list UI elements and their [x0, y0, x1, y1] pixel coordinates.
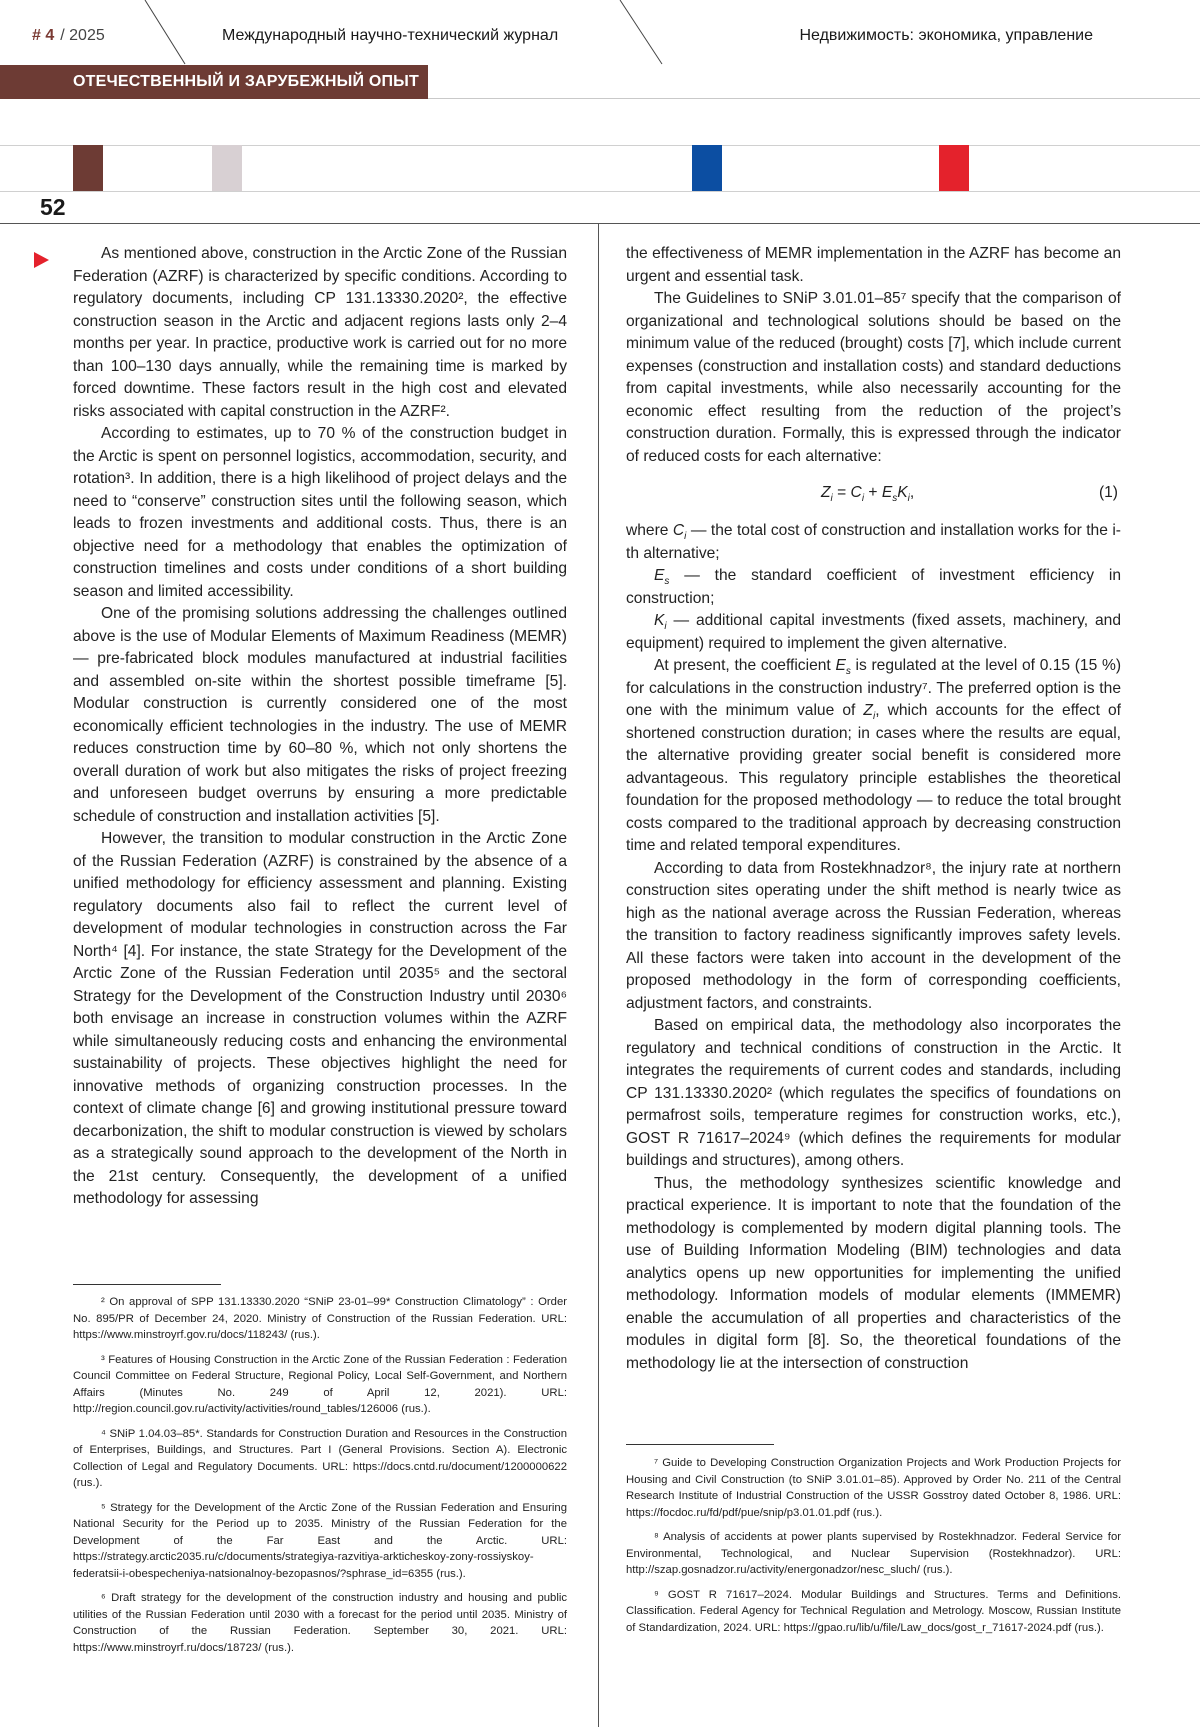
- paragraph: Based on empirical data, the methodology also incorporates the regulatory and technical conditions of construction in the Arctic. It integrates the requirements of current codes and standards, including CP 131.13330.2020² (which regulates the specifics of foundations on permafrost soils, temperature regimes for construction works, etc.), GOST R 71617–2024⁹ (which defines the requirements for modular buildings and structures), among others.: [626, 1017, 1121, 1169]
- paragraph: However, the transition to modular construction in the Arctic Zone of the Russian Federation (AZRF) is constrained by the absence of a unified methodology for efficiency assessment and planning. Existing regulatory documents also fail to reflect the current level of development of modular technologies in construction across the Far North⁴ [4]. For instance, the state Strategy for the Development of the Arctic Zone of the Russian Federation until 2035⁵ and the sectoral Strategy for the Development of the Construction Industry until 2030⁶ both envisage an increase in construction volumes within the AZRF while simultaneously reducing costs and enhancing the environmental sustainability of projects. These objectives highlight the need for innovative methods of organizing construction processes. In the context of climate change [6] and growing institutional pressure toward decarbonization, the shift to modular construction is viewed by scholars as a strategically sound approach to the development of the North in the 21st century. Consequently, the development of a unified methodology for assessing: [73, 830, 567, 1207]
- formula-number: (1): [1098, 484, 1118, 501]
- journal-subject: Недвижимость: экономика, управление: [799, 27, 1093, 44]
- issue-number: # 4 / 2025: [32, 27, 105, 44]
- page-number: 52: [40, 194, 66, 220]
- paragraph-where-c: where $C_i$ — the total cost of construction and installation works for the i-th alternative;: [626, 522, 1121, 562]
- formula-1: [626, 474, 1121, 514]
- paragraph: As mentioned above, construction in the Arctic Zone of the Russian Federation (AZRF) is characterized by specific conditions. According to regulatory documents, including CP 131.13330.2020², the effective construction season in the Arctic and adjacent regions lasts only 2–4 months per year. In practice, productive work is carried out for no more than 100–130 days annually, while the remaining time is marked by forced downtime. These factors result in the high cost and elevated risks associated with capital construction in the AZRF².: [73, 245, 567, 420]
- right-column: [626, 243, 1121, 1375]
- color-band-top-rule: [0, 145, 1200, 146]
- red-triangle-marker-icon: [34, 252, 49, 268]
- journal-title: Международный научно-технический журнал: [222, 27, 559, 44]
- footnote-rule-right: [626, 1444, 774, 1445]
- footnote: ³ Features of Housing Construction in the Arctic Zone of the Russian Federation : Federation Council Committee on Federal Structure, Regional Policy, Local Self-Government, and Northern Affairs (Minutes No. 249 of April 12, 2021). URL: http://region.council.gov.ru/activity/activities/round_tables/126006 (rus.).: [73, 1353, 567, 1415]
- page-rule: [0, 223, 1200, 224]
- brown-swatch: [73, 145, 103, 191]
- footnote: ⁹ GOST R 71617–2024. Modular Buildings and Structures. Terms and Definitions. Classification. Federal Agency for Technical Regulation and Metrology. Moscow, Russian Institute of Standardization, 2024. URL: https://gpao.ru/lib/u/file/Law_docs/gost_r_71617-2024.pdf (rus.).: [626, 1588, 1121, 1634]
- paragraph-where-k: $K_i$ — additional capital investments (fixed assets, machinery, and equipment) required to implement the given alternative.: [626, 612, 1121, 652]
- paragraph-where-e: $E_s$ — the standard coefficient of investment efficiency in construction;: [626, 567, 1121, 607]
- left-column: [73, 243, 567, 1211]
- blue-swatch: [692, 145, 722, 191]
- footnote: ⁵ Strategy for the Development of the Arctic Zone of the Russian Federation and Ensuring National Security for the Period up to 2035. Ministry of the Russian Federation for the Development of the Far East and the Arctic. URL: https://strategy.arctic2035.ru/c/documents/strategiya-razvitiya-arkticheskoy-zony-rossiyskoy-federatsii-i-obespecheniya-natsionalnoy-bezopasnos/?sphrase_id=6355 (rus.).: [73, 1501, 567, 1580]
- footnotes-left: [73, 1294, 567, 1664]
- grey-swatch: [212, 145, 242, 191]
- paragraph: According to estimates, up to 70 % of the construction budget in the Arctic is spent on personnel logistics, accommodation, security, and rotation³. In addition, there is a high likelihood of project delays and the need to “conserve” construction sites until the following season, which leads to frozen investments and additional costs. Thus, there is an objective need for a methodology that enables the optimization of construction timelines and costs under conditions of a short building season and limited accessibility.: [73, 425, 567, 600]
- section-title-bar: ОТЕЧЕСТВЕННЫЙ И ЗАРУБЕЖНЫЙ ОПЫТ: [0, 65, 428, 99]
- paragraph: Thus, the methodology synthesizes scientific knowledge and practical experience. It is important to note that the foundation of the methodology is complemented by modern digital planning tools. The use of Building Information Modeling (BIM) technologies and data analytics opens up new opportunities for implementing the unified methodology. Information models of modular elements (IMMEMR) enable the accumulation of all properties and characteristics of the modules in digital form [8]. So, the theoretical foundations of the methodology lie at the intersection of construction: [626, 1174, 1121, 1372]
- issue-year: / 2025: [60, 27, 105, 44]
- footnote-rule-left: [73, 1284, 221, 1285]
- section-rule: [428, 98, 1200, 99]
- paragraph: One of the promising solutions addressing the challenges outlined above is the use of Modular Elements of Maximum Readiness (MEMR) — pre-fabricated block modules manufactured at industrial facilities and assembled on-site within the shortest possible timeframe [5]. Modular construction is currently considered one of the most economically efficient technologies in the industry. The use of MEMR reduces construction time by 60–80 %, which not only shortens the overall duration of work but also mitigates the risks of project freezing and unforeseen budget overruns by ensuring a more predictable schedule of construction and installation activities [5].: [73, 605, 567, 825]
- paragraph: According to data from Rostekhnadzor⁸, the injury rate at northern construction sites operating under the shift method is nearly twice as high as the national average across the Russian Federation, whereas the transition to factory readiness significantly improves safety levels. All these factors were taken into account in the development of the proposed methodology in the form of corresponding coefficients, adjustment factors, and constraints.: [626, 859, 1121, 1012]
- footnote: ⁷ Guide to Developing Construction Organization Projects and Work Production Projects for Housing and Civil Construction (to SNiP 3.01.01–85). Approved by Order No. 211 of the Central Research Institute of Industrial Construction of the USSR Gosstroy dated October 8, 1986. URL: https://focdoc.ru/fd/pdf/pue/snip/p3.01.01.pdf (rus.).: [626, 1457, 1121, 1519]
- footnote: ⁴ SNiP 1.04.03–85*. Standards for Construction Duration and Resources in the Construction of Enterprises, Buildings, and Structures. Part I (General Provisions. Section A). Electronic Collection of Legal and Regulatory Documents. URL: https://docs.cntd.ru/document/1200000622 (rus.).: [73, 1427, 567, 1489]
- paragraph: the effectiveness of MEMR implementation in the AZRF has become an urgent and essential task.: [626, 245, 1121, 285]
- footnotes-right: [626, 1455, 1121, 1644]
- footnote: ² On approval of SPP 131.13330.2020 “SNiP 23-01–99* Construction Climatology” : Order No. 895/PR of December 24, 2020. Ministry of Construction of the Russian Federation. URL: https://www.minstroyrf.gov.ru/docs/118243/ (rus.).: [73, 1296, 567, 1341]
- paragraph: The Guidelines to SNiP 3.01.01–85⁷ specify that the comparison of organizational and technological solutions should be based on the minimum value of the reduced (brought) costs [7], which include current expenses (construction and installation costs) and standard deductions from capital investments, while also necessarily accounting for the economic effect resulting from the reduction of the project’s construction duration. Formally, this is expressed through the indicator of reduced costs for each alternative:: [626, 290, 1121, 465]
- color-band-bottom-rule: [0, 191, 1200, 192]
- column-divider: [598, 224, 599, 1727]
- red-swatch: [939, 145, 969, 191]
- header-diagonal-lines: [0, 0, 1200, 70]
- paragraph: At present, the coefficient $E_s$ is regulated at the level of 0.15 (15 %) for calculations in the construction industry⁷. The preferred option is the one with the minimum value of $Z_i$, which accounts for the effect of shortened construction duration; in cases where the results are equal, the alternative providing greater social benefit is considered more advantageous. This regulatory principle establishes the theoretical foundation for the proposed methodology — to reduce the total brought costs compared to the traditional approach by decreasing construction time and related temporal expenditures.: [626, 657, 1122, 854]
- footnote: ⁶ Draft strategy for the development of the construction industry and housing and public utilities of the Russian Federation until 2030 with a forecast for the period until 2035. Ministry of Construction of the Russian Federation. September 30, 2021. URL: https://www.minstroyrf.ru/docs/18723/ (rus.).: [73, 1592, 567, 1654]
- footnote: ⁸ Analysis of accidents at power plants supervised by Rostekhnadzor. Federal Service for Environmental, Technological, and Nuclear Supervision (Rostekhnadzor). URL: http://szap.gosnadzor.ru/activity/energonadzor/nesc_sluch/ (rus.).: [626, 1531, 1121, 1576]
- formula-expression: $Z_i = C_i + E_sK_i$,: [821, 484, 915, 505]
